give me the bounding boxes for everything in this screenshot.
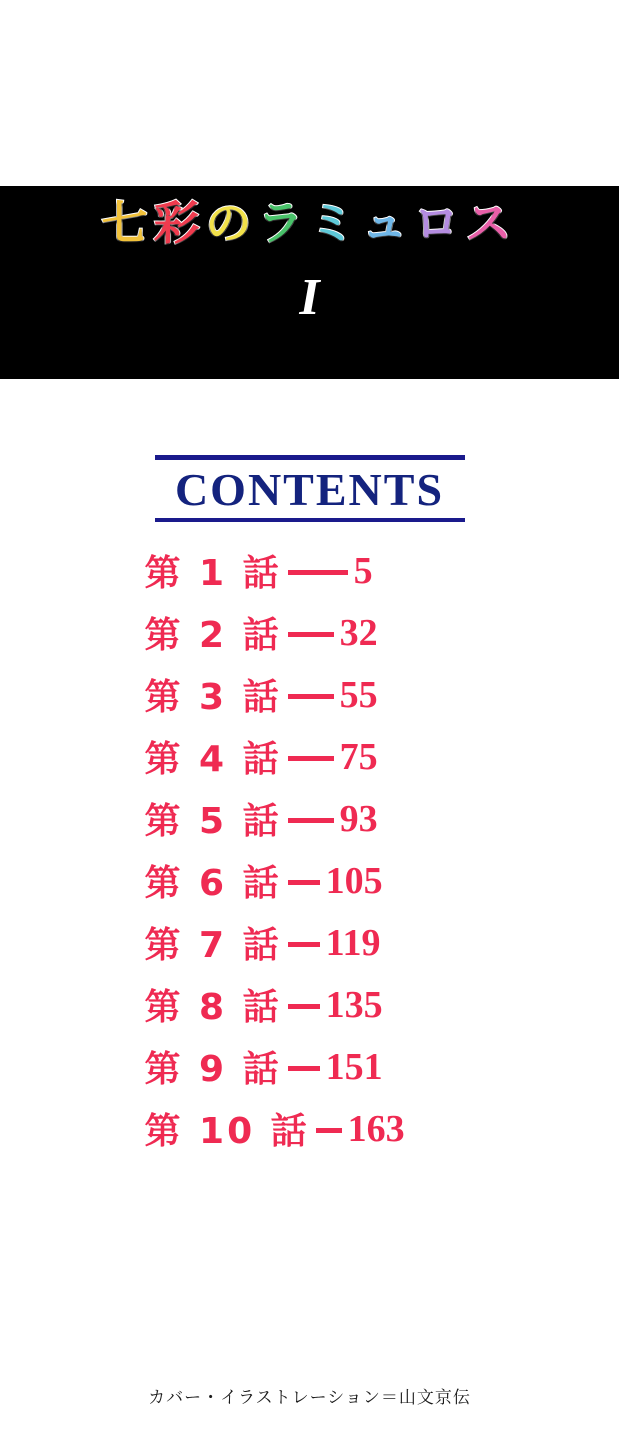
toc-entry-label: 第 7 話 [144, 925, 282, 967]
series-title-char: ロ [413, 196, 466, 250]
series-title-char: ミ [309, 196, 362, 250]
toc-entry[interactable] [145, 664, 475, 726]
toc-entry[interactable] [145, 1036, 475, 1098]
toc-entry-page: 119 [325, 921, 381, 964]
toc-entry-page: 105 [325, 859, 383, 902]
toc-entry[interactable] [145, 912, 475, 974]
toc-entry[interactable] [145, 1098, 475, 1160]
toc-entry-page: 93 [339, 797, 378, 840]
toc-entry-leader [288, 756, 334, 761]
contents-heading-label: CONTENTS [174, 464, 445, 515]
toc-entry-page: 32 [339, 611, 378, 654]
toc-entry-page: 135 [325, 983, 383, 1026]
series-title-char: ス [465, 196, 518, 250]
toc-entry[interactable] [145, 602, 475, 664]
toc-entry-leader [288, 818, 334, 823]
toc-entry-leader [288, 942, 320, 947]
toc-entry-leader [288, 570, 348, 575]
toc-entry-label: 第 5 話 [144, 801, 282, 843]
series-title-char: ラ [257, 196, 310, 250]
toc-entry-leader [288, 880, 320, 885]
toc-entry-label: 第 3 話 [144, 677, 282, 719]
series-title-char: 彩 [153, 196, 206, 250]
toc-entry-label: 第 9 話 [144, 1049, 282, 1091]
toc-entry[interactable] [145, 726, 475, 788]
toc-entry-page: 5 [353, 549, 373, 592]
toc-entry-label: 第 10 話 [144, 1111, 310, 1153]
series-title-char: 七 [101, 196, 154, 250]
table-of-contents [0, 455, 619, 1160]
toc-entry[interactable] [145, 974, 475, 1036]
contents-heading [155, 455, 465, 522]
toc-list [145, 540, 475, 1160]
series-title-char: ュ [361, 196, 414, 250]
volume-number: I [299, 269, 320, 326]
toc-entry-label: 第 4 話 [144, 739, 282, 781]
toc-entry-label: 第 6 話 [144, 863, 282, 905]
toc-entry-leader [288, 1004, 320, 1009]
toc-entry-page: 75 [339, 735, 378, 778]
cover-illustration-credit: カバー・イラストレーション＝山文京伝 [148, 1388, 471, 1408]
toc-entry-page: 163 [347, 1107, 405, 1150]
toc-entry-label: 第 2 話 [144, 615, 282, 657]
toc-entry[interactable] [145, 540, 475, 602]
toc-entry-page: 151 [325, 1045, 383, 1088]
title-banner [0, 186, 619, 379]
toc-entry-leader [316, 1128, 342, 1133]
toc-entry-label: 第 8 話 [144, 987, 282, 1029]
series-title [0, 196, 619, 250]
toc-entry-leader [288, 1066, 320, 1071]
toc-entry[interactable] [145, 850, 475, 912]
series-title-char: の [205, 196, 258, 250]
toc-entry-leader [288, 694, 334, 699]
toc-entry-page: 55 [339, 673, 378, 716]
toc-entry-label: 第 1 話 [144, 553, 282, 595]
toc-entry[interactable] [145, 788, 475, 850]
toc-entry-leader [288, 632, 334, 637]
